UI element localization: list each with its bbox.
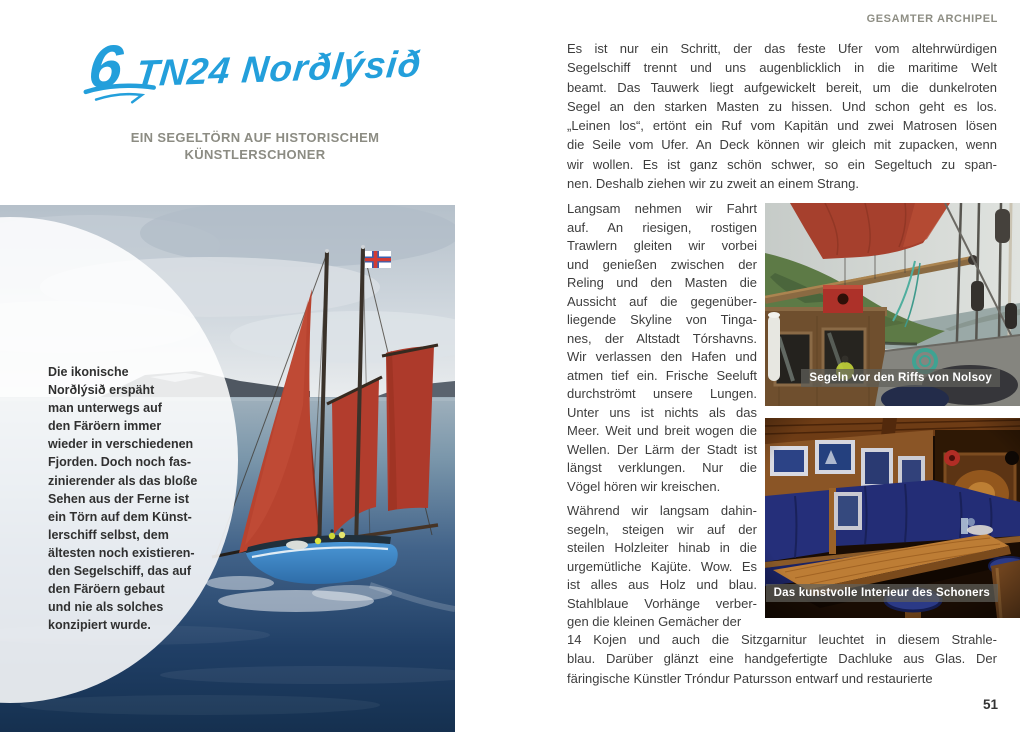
section-label: GESAMTER ARCHIPEL — [866, 13, 998, 25]
photo-caption-nolsoy: Segeln vor den Riffs von Nolsoy — [801, 369, 1000, 387]
photo-caption-interior: Das kunstvolle Interieur des Schoners — [766, 584, 998, 602]
chapter-subtitle: EIN SEGELTÖRN AUF HISTORISCHEM KÜNSTLERSCHONER — [130, 130, 380, 162]
main-photo-sailing-ship — [0, 205, 455, 732]
chapter-number: 6 — [85, 32, 126, 101]
faroe-flag — [365, 251, 391, 268]
body-paragraph-2: Langsam nehmen wir Fahrt auf. An riesigen, rostigen Trawlern gleiten wir vorbei und genießen zwischen der Reling und den Masten die Aussicht auf die gegenüber- liegende Skyline von Tinga- nes, der Altstadt Tórshavns. Wir verlassen den Hafen und atmen tief ein. Frische Seeluft durchströmt unsere Lungen. Unter uns ist nichts als das Meer. Weit und breit wogen die Wellen. Der Lärm der Stadt ist längst verklungen. Nur die Vögel hören wir kreischen. — [567, 201, 757, 494]
body-paragraph-3-narrow: Während wir langsam dahin- segeln, steigen wir auf der steilen Holzleiter hinab in die urgemütliche Kajüte. Wow. Es ist alles aus Holz und blau. Stahlblaue Vorhänge verber- gen die kleinen Gemächer der — [567, 503, 757, 629]
chapter-heading — [0, 21, 511, 111]
body-paragraph-1: Es ist nur ein Schritt, der das feste Ufer vom altehrwürdigen Segelschiff trennt und uns augenblicklich in die maritime Welt beamt. Das Tauwerk liegt aufgewickelt bereit, um die dunkelroten Segel an den starken Masten zu hissen. Und schon geht es los. „Leinen los“, ertönt ein Ruf vom Kapitän und zwei Matrosen lösen die Seile vom Ufer. An Deck können wir gleich mit zupacken, wenn wir wollen. Es ist ganz schön schwer, so ein Segeltuch zu span- nen. Deshalb ziehen wir zu zweit an einem Strang. — [567, 41, 997, 192]
page-number: 51 — [982, 697, 998, 712]
chapter-number-wrap — [85, 32, 126, 101]
intro-circle-text: Die ikonische Norðlýsið erspäht man unterwegs auf den Färöern immer wieder in verschiedenen Fjorden. Doch noch fas- zinierender als das bloße Sehen aus der Ferne ist ein Törn auf dem Künst- lerschiff selbst, dem ältesten noch existieren- den Segelschiff, das auf den Färöern gebaut und nie als solches konzipiert wurde. — [48, 365, 198, 633]
photo-schooner-interior — [765, 418, 1020, 618]
photo-sailing-deck — [765, 203, 1020, 406]
body-paragraph-3-wide: 14 Kojen und auch die Sitzgarnitur leuchtet in diesem Strahle- blau. Darüber glänzt eine handgefertigte Dachluke aus Glas. Der färingische Künstler Tróndur Patursson entwarf und restaurierte — [567, 632, 997, 686]
chapter-title: TN24 Norðlýsið — [134, 43, 424, 95]
